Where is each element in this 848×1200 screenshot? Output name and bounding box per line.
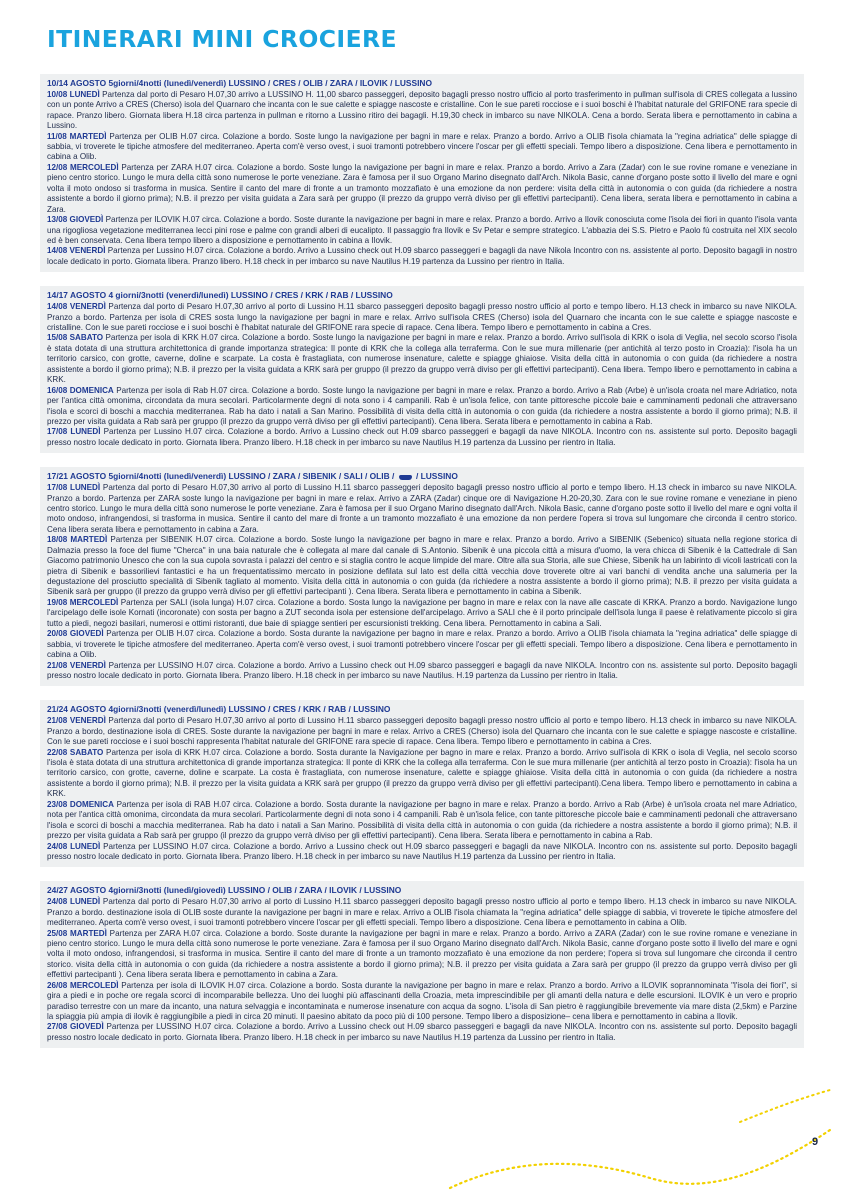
ship-icon <box>399 475 412 480</box>
day-text: Partenza per OLIB H.07 circa. Colazione a bordo. Soste lungo la navigazione per bagni in mare e relax. Pranzo a bordo. Arrivo a OLIB l'isola chiamata la "regina adriatica" delle spiagge di sabbia, vi troverete le tipiche atmosfere del mediterraneo. Aperta com'è verso ovest, i suoi tramonti potrebbero vincere l'oscar per gli effetti speciali. Tempo libero a disposizione. Cena libera e pernottamento in cabina a Olib. <box>47 131 798 162</box>
day-label: 22/08 SABATO <box>47 747 104 757</box>
itinerary-day <box>47 302 797 333</box>
day-text: Partenza dal porto di Pesaro H.07,30 arrivo al porto di Lussino H.11 sbarco passeggeri deposito bagagli presso nostro ufficio al porto e tempo libero. H.13 check in imbarco su nave NIKOLA. Pranzo a bordo. Partenza per ZARA soste lungo la navigazione per bagni in mare e relax. Arrivo a ZARA (Zadar) cinque ore di Navigazione H.20-20,30. Zara con le sue rovine romane e veneziane in pieno centro storico. Lungo le mura della città sono numerose le porte veneziane. Zara è famosa per il suo Organo Marino disegnato dall'Arch. Nikola Basic, canne d'organo poste sotto il livello del mare e ogni volta il moto ondoso, infrangendosi, si trasforma in musica. Sentire il canto del mare di fronte a un tramonto mozzafiato è una emozione da non perdere l'opera si trova sul lungomare che circonda il centro storico. Cena libera serata libera e pernottamento in cabina a Zara. <box>47 483 797 534</box>
itinerary-day <box>47 1022 797 1043</box>
day-text: Partenza per LUSSINO H.07 circa. Colazione a bordo. Arrivo a Lussino check out H.09 sbarco passeggeri e bagagli da nave NIKOLA. Incontro con ns. assistente sul porto. Deposito bagagli presso nostro locale dedicato in porto. Giornata libera. Pranzo libero. H.18 check in per imbarco su nave Nautilus. H.19 partenza da Lussino per rientro in Italia. <box>47 660 798 680</box>
itinerary-day <box>47 132 797 163</box>
itinerary-header: 21/24 AGOSTO 4giorni/3notti (venerdì/lunedì) LUSSINO / CRES / KRK / RAB / LUSSINO <box>47 704 391 715</box>
day-text: Partenza per isola di KRK H.07 circa. Colazione a bordo. Soste lungo la navigazione per bagni in mare e relax. Pranzo a bordo. Arrivo sull'isola di KRK o isola di Veglia, nel secolo scorso l'isola è stata dotata di una struttura architettonica di grande importanza strategica: Il ponte di KRK che la collega alla terraferma. Con le sue mura millenarie (per antichità al terzo posto in Croazia): l'isola ha un territorio carsico, con grotte, caverne, doline e scarpate. La costa è frastagliata, con numerose insenature, calette e spiagge ghiaiose. Visita della città in autonomia o con guida (da richiedere a nostra assistente a bordo il giorno prima); N.B. il prezzo per la visita guidata a KRK sarà per gruppo (il prezzo da gruppo verrà diviso per gli effettivi partecipanti). Cena libera. Tempo libero e pernottamento in cabina a KRK. <box>47 333 797 385</box>
day-text: Partenza dal porto di Pesaro H.07,30 arrivo al porto di Lussino H.11 sbarco passeggeri deposito bagagli presso nostro ufficio al porto e tempo libero. H.13 check in imbarco su nave NIKOLA. Pranzo a bordo. Partenza per isola di CRES sosta lungo la navigazione per bagni in mare e relax. Arrivo sull'isola CRES (Cherso) isola del Quarnaro che incanta con le sue calette e spiagge nascoste e cristalline. Con le sue pareti rocciose e i suoi boschi è l'habitat naturale del GRIFONE rara specie di rapace. Cena libera. Tempo libero e pernottamento in cabina a Cres. <box>47 302 798 332</box>
day-label: 13/08 GIOVEDÌ <box>47 215 104 225</box>
itinerary-header: 10/14 AGOSTO 5giorni/4notti (lunedì/venerdì) LUSSINO / CRES / OLIB / ZARA / ILOVIK / LUSSINO <box>47 78 432 88</box>
page-number: 9 <box>812 1136 819 1148</box>
itinerary-header-route: 17/21 AGOSTO 5giorni/4notti (lunedì/venerdì) LUSSINO / ZARA / SIBENIK / SALI / OLIB / <box>47 471 395 482</box>
itinerary-day <box>47 981 797 1023</box>
itinerary-header-end: / LUSSINO <box>415 471 458 482</box>
day-text: Partenza per Lussino H.07 circa. Colazione a bordo. Arrivo a Lussino check out H.09 sbarco passeggeri e bagagli da nave Nikola Incontro con ns. assistente al porto. Deposito bagagli in nostro locale dedicato in porto. Giornata libera. Pranzo libero. H.18 check in per imbarco su nave Nautilus H.19 partenza da Lussino per rientro in Italia. <box>47 246 797 266</box>
itinerary-day <box>47 483 797 535</box>
itinerary-day <box>47 163 797 215</box>
day-text: Partenza per ZARA H.07 circa. Colazione a bordo. Soste durante la navigazione per bagni in mare e relax. Pranzo a bordo. Arrivo a ZARA (Zadar) con le sue rovine romane e veneziane in pieno centro storico. Lungo le mura della città sono numerose le porte veneziane. Zara è famosa per il suo Organo Marino disegnato dall'Arch. Nikola Basic, canne d'organo poste sotto il livello del mare e ogni volta il moto ondoso, infrangendosi, si trasforma in musica. Sentire il canto del mare di fronte a un tramonto mozzafiato è una emozione da non perdere; l'opera si trova sul lungomare che circonda il centro storico. visita della città in autonomia o con guida (da richiedere a nostra assistente a bordo il giorno prima); N.B. il prezzo per visita guidata a Zara sarà per gruppo (il prezzo da gruppo verrà diviso per gli effettivi partecipanti ). Cena libera serata libera e pernottamento in cabina a Zara. <box>47 928 798 980</box>
itinerary-day <box>47 598 797 629</box>
day-label: 19/08 MERCOLEDÌ <box>47 597 119 607</box>
day-label: 14/08 VENERDÌ <box>47 302 106 312</box>
day-label: 18/08 MARTEDÌ <box>47 535 108 545</box>
itinerary-day <box>47 800 797 842</box>
itinerary-block <box>40 881 804 1048</box>
day-label: 17/08 LUNEDÌ <box>47 483 101 493</box>
itinerary-day <box>47 333 797 385</box>
itinerary-day <box>47 246 797 267</box>
day-label: 16/08 DOMENICA <box>47 385 114 395</box>
day-text: Partenza dal porto di Pesaro H.07,30 arrivo a LUSSINO H. 11,00 sbarco passeggeri, deposito bagagli presso nostro ufficio al porto trasferimento in pullman sull'isola di CRES collegata a lussino con un ponte Arrivo a CRES (Cherso) isola del Quarnaro che incanta con le sue calette e spiagge nascoste e cristalline. Con le sue pareti rocciose e i suoi boschi è l'habitat naturale del GRIFONE rara specie di rapace. Pranzo libero. Giornata libera H.18 circa partenza in pullman e ritorno a Lussino ritiro dei bagagli. H.19,30 check in imbarco su nave NIKOLA. Cena a bordo. Serata libera e pernottamento in cabina a Lussino. <box>47 89 797 131</box>
decorative-dotted-wave <box>440 1060 840 1200</box>
itinerary-day <box>47 716 797 747</box>
itinerary-day <box>47 535 797 598</box>
itinerary-block <box>40 74 804 272</box>
itinerary-header <box>47 471 797 482</box>
itinerary-day <box>47 748 797 800</box>
itinerary-day <box>47 427 797 448</box>
itinerary-header: 14/17 AGOSTO 4 giorni/3notti (venerdì/lunedì) LUSSINO / CRES / KRK / RAB / LUSSINO <box>47 290 393 301</box>
day-text: Partenza per Lussino H.07 circa. Colazione a bordo. Arrivo a Lussino check out H.09 sbarco passeggeri e bagagli da nave NIKOLA. Incontro con ns. assistente sul porto. Deposito bagagli presso nostro locale dedicato in porto. Giornata libera. Pranzo libero. H.18 check in per imbarco su nave Nautilus H.19 partenza da Lussino per rientro in Italia. <box>47 427 797 447</box>
itinerary-day <box>47 842 797 863</box>
day-text: Partenza per ILOVIK H.07 circa. Colazione a bordo. Soste durante la navigazione per bagni in mare e relax. Pranzo a bordo. Arrivo a Ilovik conosciuta come l'isola dei fiori in quanto l'isola vanta una rigogliosa vegetazione mediterranea lecci pini rose e palme con grandi alberi di eucalipto. Il passaggio fra Ilovik e Sv Petar e sempre strategico. L'abbazia dei S.S. Pietro e Paolo fù costruita nel XIX secolo ed è ben conservata. Cena libera tempo libero a disposizione e pernottamento in cabina a Ilovik. <box>47 215 798 245</box>
day-text: Partenza per SIBENIK H.07 circa. Colazione a bordo. Soste lungo la navigazione per bagno in mare e relax. Pranzo a bordo. Arrivo a SIBENIK (Sebenico) situata nella regione storica di Dalmazia presso la foce del fiume "Cherca" in una baia naturale che è collegata al mare dal canale di S.Antonio. Sibenik è una piccola città a misura d'uomo, la vera chicca di Sibenik è la Cattedrale di San Giacomo patrimonio Unesco che con la sua cupola sovrasta i palazzi del centro e si staglia contro le acque limpide del mare. Oltre alla sua Storia, alle sue Chiese, Sibenik ha un labirinto di vicoli lastricati con la pietra di Sibenik e bassorilievi fantastici e ha un frequentatissimo mercato in posizione defilata sul lato est della città vecchia dove troverete oltre ai vari banchi di vendita anche una salumeria per la degustazione del prosciutto specialità di Sibenik tagliato al momento. Visita della città in autonomia o con guida (da richiedere a nostra assistente a bordo il giorno prima); N.B. il prezzo per visita guidata a Sibenik sarà per gruppo (il prezzo da gruppo verrà diviso per gli effettivi partecipanti ). Cena libera. Serata libera e pernottamento in cabina a Sibenik. <box>47 535 797 597</box>
itinerary-block <box>40 700 804 867</box>
day-text: Partenza per isola di KRK H.07 circa. Colazione a bordo. Sosta durante la Navigazione per bagno in mare e relax. Pranzo a bordo. Arrivo sull'isola di KRK o isola di Veglia, nel secolo scorso l'isola è stata dotata di una struttura architettonica di grande importanza strategica: Il ponte di KRK che la collega alla terraferma. Con le sue mura millenarie (per antichità al terzo posto in Croazia): l'isola ha un territorio carsico, con grotte, caverne, doline e scarpate. La costa è frastagliata, con numerose insenature, calette e spiagge ghiaiose. Visita della città in autonomia o con guida (da richiedere a nostra assistente a bordo il giorno prima); N.B. il prezzo per la visita guidata a KRK sarà per gruppo (il prezzo da gruppo verrà diviso per gli effettivi partecipanti).Cena libera. Tempo libero e pernottamento in cabina a KRK. <box>47 747 797 799</box>
itinerary-header: 24/27 AGOSTO 4giorni/3notti (lunedì/giovedì) LUSSINO / OLIB / ZARA / ILOVIK / LUSSINO <box>47 885 402 896</box>
itinerary-day <box>47 929 797 981</box>
day-label: 27/08 GIOVEDÌ <box>47 1022 104 1032</box>
day-label: 25/08 MARTEDÌ <box>47 928 107 938</box>
day-label: 24/08 LUNEDÌ <box>47 841 101 851</box>
itinerary-day <box>47 90 797 132</box>
day-text: Partenza per isola di Rab H.07 circa. Colazione a bordo. Soste lungo la navigazione per bagni in mare e relax. Pranzo a bordo. Arrivo a Rab (Arbe) è un'isola croata nel mare Adriatico, nota per l'antica città omonima, circondata da mura secolari. Particolarmente degni di nota sono i 4 campanili. Rab è un'isola felice, con tante pittoresche piccole baie e camminamenti pedonali che attraversano l'isola e scorci di boschi a macchia mediterranea. Rab ha dato i natali a San Marino. Possibilità di visita della città in autonomia o con guida (da richiedere a nostra assistente a bordo il giorno prima); N.B. il prezzo per visita guidata a Rab sarà per gruppo (il prezzo da gruppo verrà diviso per gli effettivi partecipanti). Cena libera. Serata libera e pernottamento in cabina a Rab. <box>47 385 797 426</box>
day-text: Partenza per LUSSINO H.07 circa. Colazione a bordo. Arrivo a Lussino check out H.09 sbarco passeggeri e bagagli da nave NIKOLA. Incontro con ns. assistente sul porto. Deposito bagagli presso nostro locale dedicato in porto. Giornata libera. Pranzo libero. H.18 check in per imbarco su nave Nautilus H.19 partenza da Lussino per rientro in Italia. <box>47 841 798 861</box>
day-label: 10/08 LUNEDÌ <box>47 89 100 99</box>
day-text: Partenza per OLIB H.07 circa. Colazione a bordo. Sosta durante la navigazione per bagno in mare e relax. Pranzo a bordo. Arrivo a OLIB l'isola chiamata la "regina adriatica" delle spiagge di sabbia, vi troverete le tipiche atmosfere del mediterraneo. Aperta com'è verso ovest, i suoi tramonti potrebbero vincere l'oscar per gli effetti speciali. Tempo libero a disposizione. Cena libera e pernottamento in cabina a Olib. <box>47 629 798 660</box>
day-label: 12/08 MERCOLEDÌ <box>47 162 119 172</box>
itinerary-day <box>47 897 797 928</box>
day-label: 15/08 SABATO <box>47 333 104 343</box>
day-text: Partenza dal porto di Pesaro H.07,30 arrivo al porto di Lussino H.11 sbarco passeggeri deposito bagagli presso nostro ufficio al porto e tempo libero. H.13 check in imbarco su nave NIKOLA. Pranzo a bordo. destinazione isola di OLIB soste durante la navigazione per bagni in mare e relax. Arrivo a OLIB l'isola chiamata la "regina adriatica" delle spiagge di sabbia, vi troverete le tipiche atmosfere del mediterraneo. Aperta com'è verso ovest, i suoi tramonti potrebbero vincere l'oscar per gli effetti speciali. Tempo libero a disposizione. Cena libera e pernottamento in cabina a Olib. <box>47 897 797 928</box>
day-text: Partenza per isola di RAB H.07 circa. Colazione a bordo. Sosta durante la navigazione per bagno in mare e relax. Pranzo a bordo. Arrivo a Rab (Arbe) è un'isola croata nel mare Adriatico, nota per l'antica città omonima, circondata da mura secolari. Particolarmente degni di nota sono i 4 campanili. Rab è un'isola felice, con tante pittoresche piccole baie e camminamenti pedonali che attraversano l'isola e scorci di boschi a macchia mediterranea. Rab ha dato i natali a San Marino. Possibilità di visita della città in autonomia o con guida (da richiedere a nostra assistente a bordo il giorno prima); N.B. il prezzo per visita guidata a Rab sarà per gruppo (il prezzo da gruppo verrà diviso per gli effettivi partecipanti). Cena libera. Serata libera e pernottamento in cabina a Rab. <box>47 799 797 841</box>
day-text: Partenza per ZARA H.07 circa. Colazione a bordo. Soste lungo la navigazione per bagni in mare e relax. Pranzo a bordo. Arrivo a Zara (Zadar) con le sue rovine romane e veneziane in pieno centro storico. Lungo le mura della città sono numerose le porte veneziane. Zara è famosa per il suo Organo Marino disegnato dall'Arch. Nikola Basic, canne d'organo poste sotto il livello del mare e ogni volta il moto ondoso si trasforma in musica. Sentire il canto del mare di fronte a un tramonto mozzafiato è una emozione da non perdere: visita della città in autonomia o con guida (da richiedere a nostra assistente a bordo il giorno prima); N.B. il prezzo per visita guidata a Zara sarà per gruppo (il prezzo da gruppo verrà diviso per gli effettivi partecipanti). Cena libera, serata libera e pernottamento in cabina a Zara. <box>47 162 797 214</box>
day-label: 23/08 DOMENICA <box>47 799 114 809</box>
itinerary-day <box>47 629 797 660</box>
day-label: 21/08 VENERDÌ <box>47 660 106 670</box>
itinerary-list <box>40 74 804 1062</box>
day-text: Partenza per LUSSINO H.07 circa. Colazione a bordo. Arrivo a Lussino check out H.09 sbarco passeggeri e bagagli da nave NIKOLA. Incontro con ns. assistente sul porto. Deposito bagagli presso nostro locale dedicato in porto. Giornata libera. Pranzo libero. H.18 check in per imbarco su nave Nautilus H.19 partenza da Lussino per rientro in Italia. <box>47 1022 798 1042</box>
day-text: Partenza dal porto di Pesaro H.07,30 arrivo al porto di Lussino H.11 sbarco passeggeri deposito bagagli presso nostro ufficio al porto e tempo libero. H.13 check in imbarco su nave NIKOLA. Pranzo a bordo, destinazione isola di CRES. Soste durante la navigazione per bagni in mare e relax. Arrivo a CRES (Cherso) isola del Quarnaro che incanta con le sue calette e spiagge nascoste e cristalline. Con le sue pareti rocciose e i suoi boschi rappresenta l'habitat naturale del GRIFONE rara specie di rapace. Cena libera. Tempo libero e pernottamento in cabina a Cres. <box>47 716 798 747</box>
day-label: 14/08 VENERDÌ <box>47 246 106 256</box>
day-label: 11/08 MARTEDÌ <box>47 131 107 141</box>
day-label: 24/08 LUNEDÌ <box>47 897 101 907</box>
page-title: ITINERARI MINI CROCIERE <box>47 25 397 53</box>
itinerary-day <box>47 215 797 246</box>
itinerary-day <box>47 661 797 682</box>
day-label: 20/08 GIOVEDÌ <box>47 629 104 639</box>
itinerary-day <box>47 386 797 428</box>
day-label: 17/08 LUNEDÌ <box>47 427 101 437</box>
itinerary-block <box>40 467 804 686</box>
day-text: Partenza per isola di ILOVIK H.07 circa. Colazione a bordo. Sosta durante la navigazione per bagno in mare e relax. Pranzo a bordo. Arrivo a ILOVIK soprannominata "l'isola dei fiori", si gira a piedi e in poche ore regala scorci di incomparabile bellezza. Uno dei luoghi più affascinanti della Croazia, meta imprescindibile per gli amanti della natura e delle escursioni. ILOVIK è un vero e proprio paradiso terrestre con un mare da incanto, una natura selvaggia e incontaminata e numerose insenature con acqua da sogno. L'isola di San pietro è raggiungibile brevemente via mare dista (2,5km) e Parzine la spiaggia più ampia di ilovik è raggiungibile a piedi in circa 20 minuti. Il paesino abitato da poco più di 100 persone. Tempo libero a disposizione– cena libera e pernottamento in cabina a Ilovik. <box>47 980 797 1022</box>
day-label: 21/08 VENERDÌ <box>47 716 106 726</box>
itinerary-block <box>40 286 804 453</box>
day-label: 26/08 MERCOLEDÌ <box>47 980 119 990</box>
day-text: Partenza per SALI (isola lunga) H.07 circa. Colazione a bordo. Sosta lungo la navigazione per bagno in mare e relax con la nave alle cascate di KRKA. Pranzo a bordo. Navigazione lungo l'arcipelago delle isole Kornati (incoronate) con sosta per bagno a ZUT seconda isola per estensione dell'arcipelago. Arrivo a SALI che è il porto principale dell'isola lunga il paese è relativamente piccolo si gira tutto a piedi, negozi basilari, numerosi e ottimi ristoranti, due baie di spiagge sentieri per escursionisti trekking. Cena libera. Pernottamento in cabina a Sali. <box>47 597 797 628</box>
